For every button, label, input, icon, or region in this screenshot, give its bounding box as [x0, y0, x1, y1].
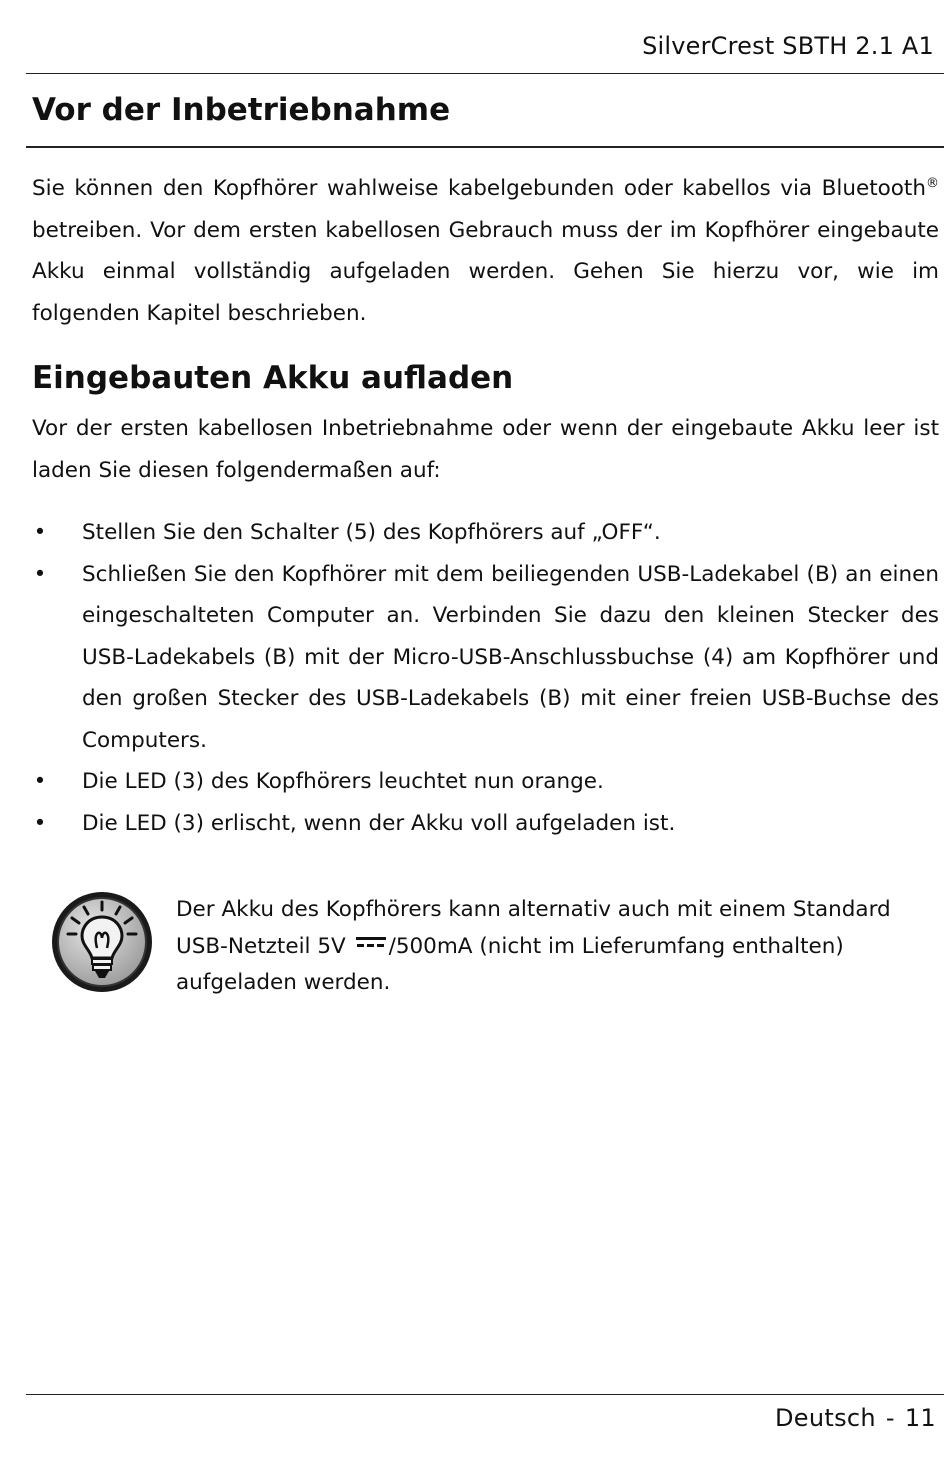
bullet-icon: •: [33, 810, 47, 836]
footer-separator: -: [885, 1404, 895, 1432]
list-item-text: Schließen Sie den Kopfhörer mit dem beiliegenden USB-Ladekabel (B) an einen eingeschalteten Computer an. Verbinden Sie dazu den kleinen Stecker des USB-Ladekabels (B) mit der Micro-USB-Anschlussbuchse (4) am Kopfhörer und den großen Stecker des USB-Ladekabels (B) mit einer freien USB-Buchse des Computers.: [82, 561, 939, 753]
tip-note: [48, 888, 928, 1008]
page-header: [26, 20, 944, 74]
page-footer: [775, 1404, 936, 1432]
bullet-icon: •: [33, 520, 47, 545]
lightbulb-tip-icon: [48, 888, 156, 996]
bullet-icon: •: [33, 769, 47, 794]
tip-text: [176, 892, 926, 1002]
list-item-text: Stellen Sie den Schalter (5) des Kopfhörers auf „OFF“.: [82, 520, 661, 545]
charging-steps-list: [32, 512, 939, 844]
section-heading-charge-battery: Eingebauten Akku aufladen: [32, 360, 514, 396]
list-item: [32, 512, 939, 554]
tip-text-part2: /500mA (nicht im Lieferumfang enthalten) aufgeladen werden.: [176, 933, 844, 995]
section-heading-before-use: Vor der Inbetriebnahme: [32, 92, 451, 128]
heading-divider: [26, 146, 944, 148]
footer-language: Deutsch: [775, 1404, 876, 1432]
list-item: [32, 554, 939, 762]
page-number: 11: [904, 1404, 936, 1432]
list-item-text: Die LED (3) erlischt, wenn der Akku voll aufgeladen ist.: [82, 810, 676, 836]
intro-paragraph: [32, 168, 939, 334]
tip-text-part1: Der Akku des Kopfhörers kann alternativ auch mit einem Standard USB-Netzteil 5V: [176, 897, 891, 959]
registered-mark: ®: [926, 176, 939, 191]
intro-text-part1: Sie können den Kopfhörer wahlweise kabelgebunden oder kabellos via Bluetooth: [32, 176, 926, 201]
footer-divider: [26, 1394, 944, 1395]
bullet-icon: •: [33, 561, 47, 587]
dc-current-icon: [355, 935, 387, 949]
list-item-text: Die LED (3) des Kopfhörers leuchtet nun orange.: [82, 769, 604, 794]
document-title: SilverCrest SBTH 2.1 A1: [642, 32, 934, 60]
list-item: [32, 761, 939, 803]
list-item: [32, 803, 939, 845]
intro-text-part2: betreiben. Vor dem ersten kabellosen Gebrauch muss der im Kopfhörer eingebaute Akku einmal vollständig aufgeladen werden. Gehen Sie hierzu vor, wie im folgenden Kapitel beschrieben.: [32, 217, 939, 326]
charging-intro-paragraph: Vor der ersten kabellosen Inbetriebnahme oder wenn der eingebaute Akku leer ist laden Sie diesen folgendermaßen auf:: [32, 416, 939, 483]
